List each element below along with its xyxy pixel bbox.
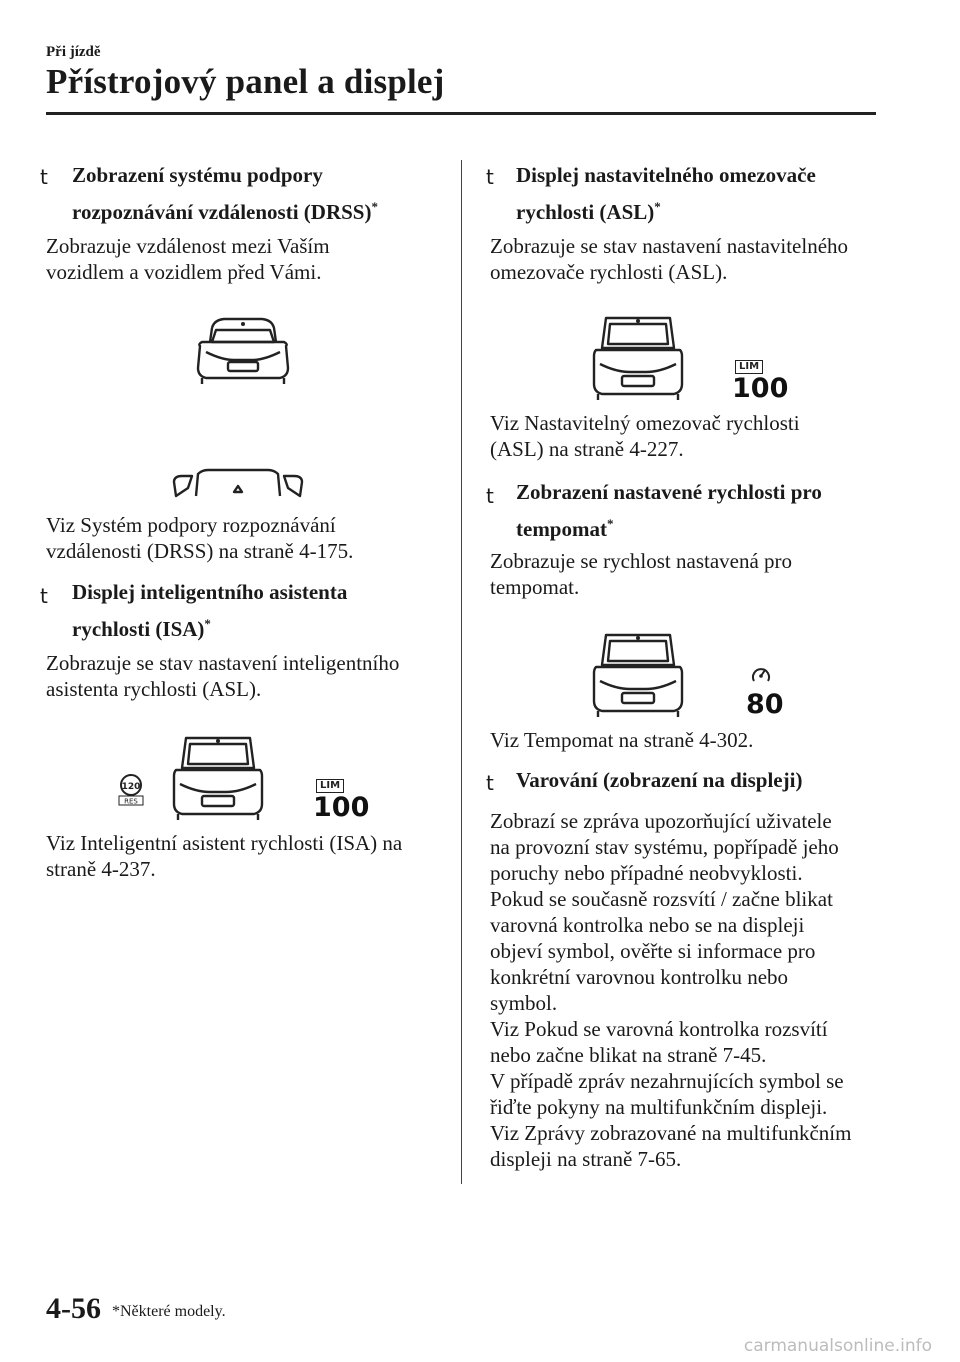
text-line: displeji na straně 7-65. bbox=[490, 1147, 682, 1171]
lim-label: LIM bbox=[735, 360, 763, 374]
text-line: varovná kontrolka nebo se na displeji bbox=[490, 913, 805, 937]
speed-sign-icon bbox=[116, 774, 146, 806]
text-line: tempomat. bbox=[490, 575, 580, 599]
speed-sign-value: 120 bbox=[121, 782, 141, 792]
text-line: symbol. bbox=[490, 991, 558, 1015]
footnote: *Některé modely. bbox=[112, 1303, 226, 1320]
text-line: straně 4-237. bbox=[46, 857, 156, 881]
car-rear-icon bbox=[192, 316, 294, 386]
car-rear-icon bbox=[590, 314, 686, 402]
text-line: Viz Systém podpory rozpoznávání bbox=[46, 513, 336, 537]
asterisk: * bbox=[606, 516, 614, 531]
text-line: Zobrazuje se rychlost nastavená pro bbox=[490, 549, 793, 573]
speedometer-icon bbox=[750, 664, 772, 686]
text-line: V případě zpráv nezahrnujících symbol se bbox=[490, 1069, 844, 1093]
page-number: 4-56 bbox=[46, 1292, 101, 1325]
text-line: konkrétní varovnou kontrolku nebo bbox=[490, 965, 789, 989]
drss-heading-line1: Zobrazení systému podpory bbox=[72, 163, 323, 187]
isa-heading bbox=[72, 577, 347, 645]
text-line: řiďte pokyny na multifunkčním displeji. bbox=[490, 1095, 828, 1119]
text-line: Viz Zprávy zobrazované na multifunkčním bbox=[490, 1121, 852, 1145]
text-line: nebo začne blikat na straně 7-45. bbox=[490, 1043, 767, 1067]
asl-heading bbox=[516, 160, 816, 228]
lim-label: LIM bbox=[316, 779, 344, 793]
bullet-icon: t bbox=[486, 771, 494, 795]
asl-body bbox=[490, 233, 848, 285]
page-title: Přístrojový panel a displej bbox=[46, 62, 445, 101]
text-line: Zobrazuje se stav nastavení nastavitelného bbox=[490, 234, 849, 258]
column-divider bbox=[461, 160, 462, 1184]
res-label: RES bbox=[124, 797, 138, 806]
car-rear-icon bbox=[590, 631, 686, 719]
isa-reference bbox=[46, 830, 402, 882]
drss-body bbox=[46, 233, 330, 285]
cruise-reference bbox=[490, 727, 753, 753]
text-line: vozidlem a vozidlem před Vámi. bbox=[46, 260, 322, 284]
bullet-icon: t bbox=[486, 484, 494, 508]
isa-heading-line2: rychlosti (ISA) bbox=[72, 617, 205, 641]
cruise-heading bbox=[516, 477, 822, 545]
asterisk: * bbox=[204, 616, 211, 631]
section-label: Při jízdě bbox=[46, 44, 101, 60]
text-line: Zobrazí se zpráva upozorňující uživatele bbox=[490, 809, 832, 833]
bullet-icon: t bbox=[40, 165, 48, 189]
asl-speed-value: 100 bbox=[732, 373, 789, 404]
asl-heading-line1: Displej nastavitelného omezovače bbox=[516, 163, 816, 187]
text-line: Pokud se současně rozsvítí / začne blikat bbox=[490, 887, 833, 911]
text-line: omezovače rychlosti (ASL). bbox=[490, 260, 728, 284]
drss-reference bbox=[46, 512, 353, 564]
cruise-heading-line1: Zobrazení nastavené rychlosti pro bbox=[516, 480, 822, 504]
text-line: Viz Inteligentní asistent rychlosti (ISA) na bbox=[46, 831, 403, 855]
text-line: Zobrazuje se stav nastavení inteligentního bbox=[46, 651, 400, 675]
cruise-speed-value: 80 bbox=[746, 689, 784, 720]
text-line: Zobrazuje vzdálenost mezi Vaším bbox=[46, 234, 330, 258]
drss-heading-line2: rozpoznávání vzdálenosti (DRSS) bbox=[72, 200, 372, 224]
isa-body bbox=[46, 650, 399, 702]
cruise-body bbox=[490, 548, 792, 600]
text-line: Viz Pokud se varovná kontrolka rozsvítí bbox=[490, 1017, 828, 1041]
bullet-icon: t bbox=[40, 584, 48, 608]
warning-body bbox=[490, 808, 851, 1172]
isa-heading-line1: Displej inteligentního asistenta bbox=[72, 580, 348, 604]
drss-heading bbox=[72, 160, 378, 228]
asl-reference bbox=[490, 410, 800, 462]
text-line: poruchy nebo případné neobvyklosti. bbox=[490, 861, 803, 885]
text-line: Viz Nastavitelný omezovač rychlosti bbox=[490, 411, 800, 435]
asterisk: * bbox=[654, 199, 661, 214]
bullet-icon: t bbox=[486, 165, 494, 189]
car-rear-icon bbox=[170, 734, 266, 822]
watermark: carmanualsonline.info bbox=[743, 1336, 932, 1356]
text-line: Viz Tempomat na straně 4-302. bbox=[490, 728, 754, 752]
text-line: asistenta rychlosti (ASL). bbox=[46, 677, 262, 701]
title-rule bbox=[46, 112, 876, 115]
asl-heading-line2: rychlosti (ASL) bbox=[516, 200, 655, 224]
text-line: (ASL) na straně 4-227. bbox=[490, 437, 684, 461]
text-line: vzdálenosti (DRSS) na straně 4-175. bbox=[46, 539, 354, 563]
text-line: objeví symbol, ověřte si informace pro bbox=[490, 939, 816, 963]
cruise-heading-line2: tempomat bbox=[516, 517, 607, 541]
asterisk: * bbox=[371, 199, 378, 214]
car-hood-icon bbox=[168, 466, 308, 506]
text-line: na provozní stav systému, popřípadě jeho bbox=[490, 835, 839, 859]
isa-speed-value: 100 bbox=[313, 792, 370, 823]
warning-heading: Varování (zobrazení na displeji) bbox=[516, 768, 803, 792]
